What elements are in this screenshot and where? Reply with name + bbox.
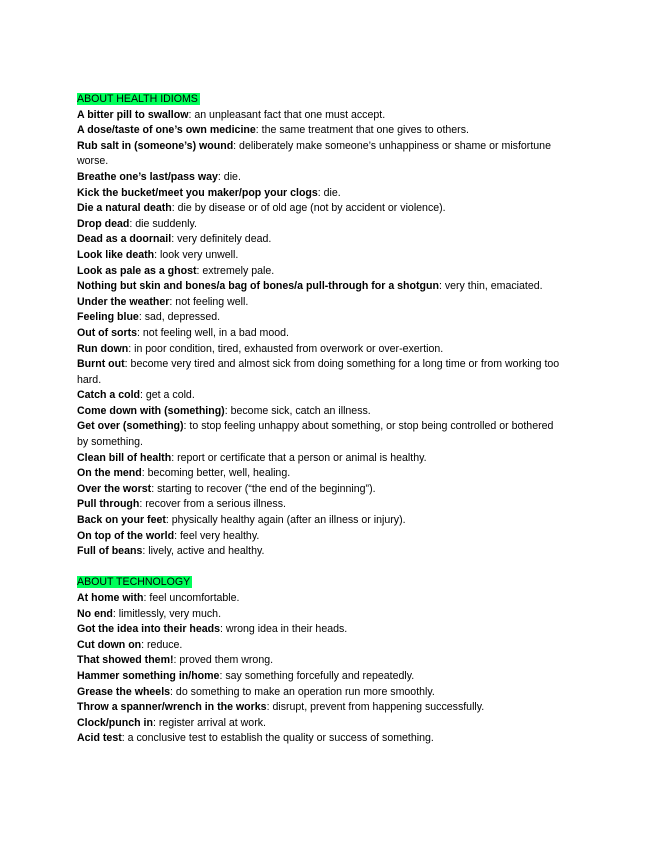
idiom-term: Full of beans	[77, 545, 143, 558]
section-heading-text: ABOUT TECHNOLOGY	[77, 576, 191, 589]
idiom-entry	[77, 653, 567, 669]
idiom-definition: : in poor condition, tired, exhausted from overwork or over-exertion.	[128, 342, 444, 355]
idiom-entry	[77, 295, 567, 311]
idiom-entry	[77, 170, 567, 186]
section-heading	[77, 92, 567, 108]
idiom-definition: : deliberately make someone’s unhappiness or shame or misfortune worse.	[77, 139, 551, 168]
idiom-term: Hammer something in/home	[77, 669, 220, 682]
idiom-entry	[77, 186, 567, 202]
idiom-term: Drop dead	[77, 217, 130, 230]
idiom-term: A bitter pill to swallow	[77, 108, 189, 121]
idiom-entry	[77, 108, 567, 124]
idiom-definition: : feel uncomfortable.	[143, 592, 240, 604]
idiom-term: No end	[77, 607, 113, 620]
section-spacer	[77, 560, 567, 576]
idiom-entry	[77, 326, 567, 342]
idiom-entry	[77, 248, 567, 264]
idiom-term: Under the weather	[77, 295, 170, 308]
idiom-definition: : die suddenly.	[129, 217, 197, 230]
idiom-definition: : get a cold.	[140, 389, 195, 402]
idiom-entry	[77, 466, 567, 482]
idiom-term: Look as pale as a ghost	[77, 264, 197, 277]
idiom-definition: : proved them wrong.	[173, 654, 274, 667]
idiom-entry	[77, 497, 567, 513]
idiom-definition: : not feeling well, in a bad mood.	[137, 326, 289, 339]
idiom-definition: : lively, active and healthy.	[142, 545, 265, 558]
idiom-definition: : limitlessly, very much.	[112, 607, 222, 620]
idiom-definition: : become very tired and almost sick from doing something for a long time or from working too hard.	[77, 358, 560, 386]
idiom-term: Run down	[77, 342, 129, 355]
idiom-entry	[77, 638, 567, 654]
idiom-term: Look like death	[77, 248, 155, 261]
idiom-definition: : becoming better, well, healing.	[141, 467, 291, 480]
idiom-definition: : physically healthy again (after an illness or injury).	[165, 514, 406, 527]
idiom-entry	[77, 669, 567, 685]
idiom-entry	[77, 123, 567, 139]
idiom-entry	[77, 685, 567, 701]
idiom-definition: : a conclusive test to establish the quality or success of something.	[121, 732, 434, 745]
idiom-entry	[77, 279, 567, 295]
idiom-term: Burnt out	[77, 358, 125, 371]
section-heading	[77, 575, 567, 591]
idiom-entry	[77, 607, 567, 623]
idiom-term: Rub salt in (someone’s) wound	[77, 139, 234, 152]
idiom-term: On top of the world	[77, 529, 175, 542]
idiom-entry	[77, 544, 567, 560]
document-body	[77, 92, 567, 747]
idiom-entry	[77, 419, 567, 450]
idiom-term: Dead as a doornail	[77, 233, 172, 246]
idiom-term: Cut down on	[77, 638, 142, 651]
idiom-definition: : an unpleasant fact that one must accept.	[188, 108, 386, 121]
idiom-term: On the mend	[77, 467, 142, 480]
idiom-term: Got the idea into their heads	[77, 623, 221, 636]
idiom-term: Die a natural death	[77, 202, 172, 215]
idiom-term: At home with	[77, 592, 144, 604]
idiom-definition: : starting to recover (“the end of the beginning”).	[151, 482, 376, 495]
idiom-entry	[77, 451, 567, 467]
idiom-term: That showed them!	[77, 654, 174, 667]
idiom-definition: : feel very healthy.	[174, 529, 260, 542]
idiom-term: Come down with (something)	[77, 404, 225, 417]
idiom-definition: : become sick, catch an illness.	[224, 404, 371, 417]
idiom-definition: : die.	[217, 170, 241, 183]
idiom-entry	[77, 591, 567, 607]
idiom-definition: : die.	[317, 186, 341, 199]
idiom-entry	[77, 139, 567, 170]
idiom-entry	[77, 217, 567, 233]
idiom-term: Get over (something)	[77, 420, 184, 433]
idiom-entry	[77, 404, 567, 420]
idiom-term: Out of sorts	[77, 326, 138, 339]
idiom-definition: : say something forcefully and repeatedly.	[219, 669, 415, 682]
idiom-entry	[77, 529, 567, 545]
idiom-term: A dose/taste of one’s own medicine	[77, 124, 256, 137]
idiom-definition: : register arrival at work.	[152, 716, 266, 729]
idiom-entry	[77, 342, 567, 358]
idiom-definition: : disrupt, prevent from happening successfully.	[266, 701, 485, 714]
section-heading-text: ABOUT HEALTH IDIOMS	[77, 93, 198, 105]
idiom-term: Back on your feet	[77, 514, 166, 527]
idiom-term: Clean bill of health	[77, 451, 172, 464]
idiom-entry	[77, 310, 567, 326]
idiom-term: Catch a cold	[77, 389, 140, 402]
idiom-definition: : the same treatment that one gives to others.	[255, 124, 469, 137]
idiom-definition: : reduce.	[141, 638, 183, 651]
idiom-term: Clock/punch in	[77, 716, 153, 729]
idiom-term: Breathe one’s last/pass way	[77, 170, 218, 183]
idiom-term: Pull through	[77, 498, 140, 511]
idiom-term: Feeling blue	[77, 311, 139, 324]
idiom-definition: : die by disease or of old age (not by accident or violence).	[171, 202, 446, 215]
idiom-definition: : report or certificate that a person or animal is healthy.	[171, 451, 427, 464]
idiom-definition: : sad, depressed.	[138, 311, 221, 324]
idiom-entry	[77, 716, 567, 732]
idiom-entry	[77, 264, 567, 280]
idiom-entry	[77, 232, 567, 248]
idiom-entry	[77, 513, 567, 529]
idiom-definition: : do something to make an operation run more smoothly.	[170, 685, 435, 698]
idiom-definition: : not feeling well.	[169, 295, 249, 308]
idiom-definition: : wrong idea in their heads.	[220, 623, 348, 636]
idiom-definition: : to stop feeling unhappy about something, or stop being controlled or bothered by something.	[77, 420, 554, 449]
idiom-definition: : very definitely dead.	[171, 233, 272, 246]
idiom-entry	[77, 201, 567, 217]
idiom-definition: : extremely pale.	[196, 264, 275, 277]
idiom-entry	[77, 482, 567, 498]
idiom-definition: : look very unwell.	[154, 248, 239, 261]
idiom-entry	[77, 731, 567, 747]
idiom-definition: : very thin, emaciated.	[438, 280, 543, 293]
idiom-entry	[77, 388, 567, 404]
idiom-entry	[77, 622, 567, 638]
idiom-term: Over the worst	[77, 482, 152, 495]
idiom-definition: : recover from a serious illness.	[139, 498, 286, 511]
idiom-term: Grease the wheels	[77, 685, 171, 698]
idiom-term: Acid test	[77, 732, 122, 745]
idiom-term: Kick the bucket/meet you maker/pop your clogs	[77, 186, 318, 199]
idiom-term: Nothing but skin and bones/a bag of bones/a pull-through for a shotgun	[77, 280, 439, 293]
idiom-entry	[77, 700, 567, 716]
idiom-term: Throw a spanner/wrench in the works	[77, 701, 267, 714]
idiom-entry	[77, 357, 567, 388]
